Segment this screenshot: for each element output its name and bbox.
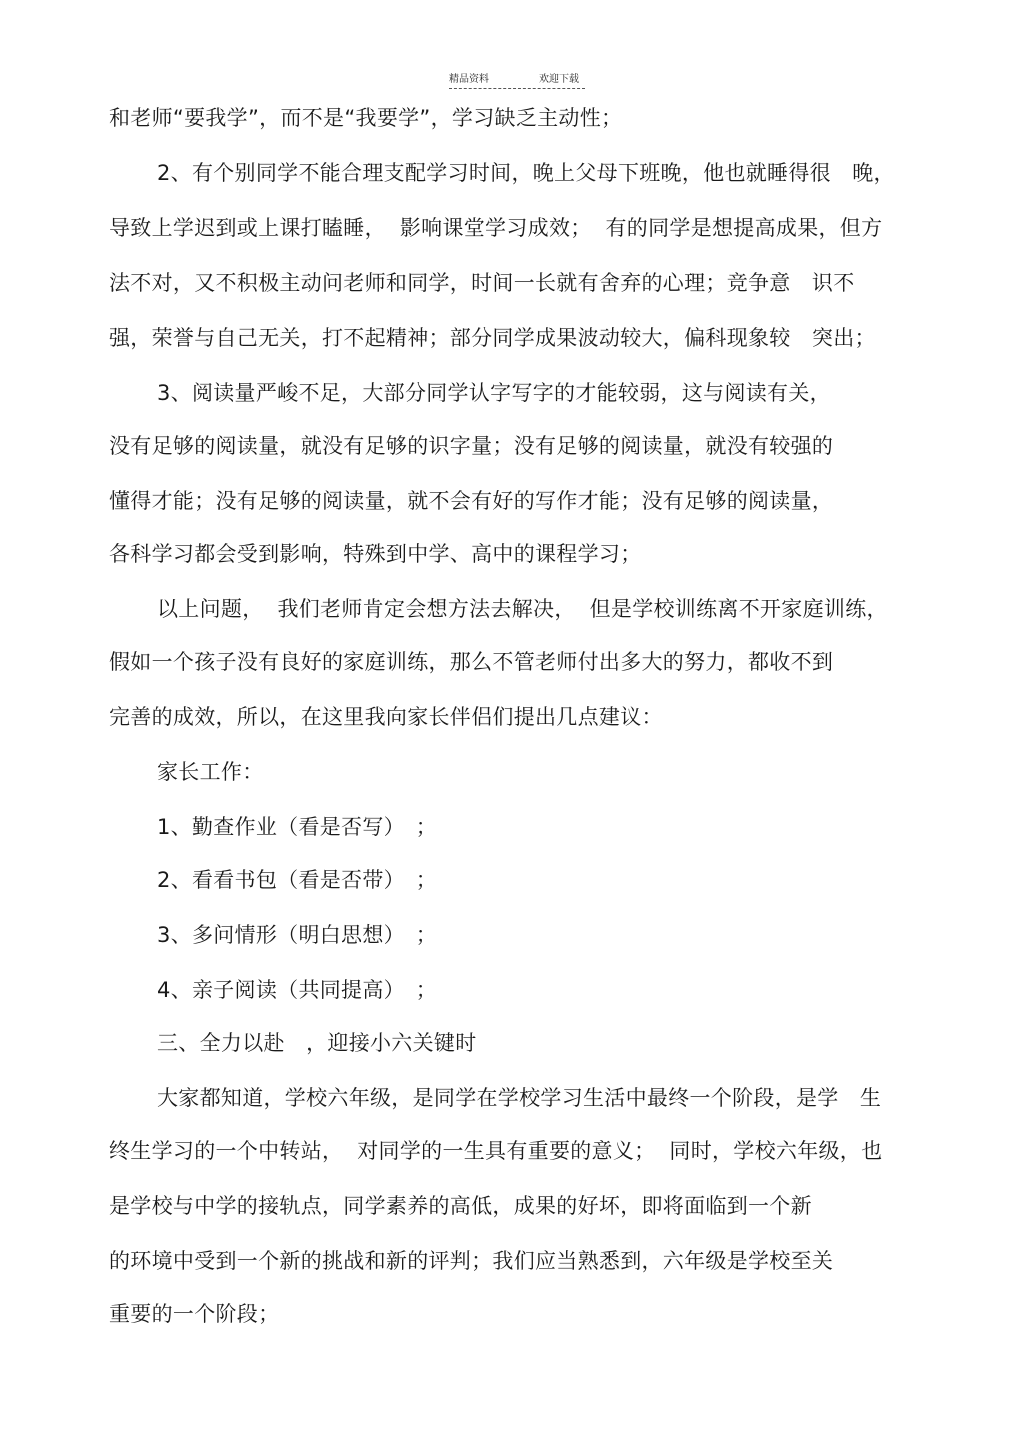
text-line: 终生学习的一个中转站， 对同学的一生具有重要的意义； 同时，学校六年级，也 [109, 1139, 883, 1163]
list-item: 3、多问情形（明白思想） ； [157, 923, 438, 947]
text-line: 各科学习都会受到影响，特殊到中学、高中的课程学习； [109, 542, 642, 566]
section-heading: 三、全力以赴 ，迎接小六关键时 [157, 1031, 477, 1055]
text-line: 大家都知道，学校六年级，是同学在学校学习生活中最终一个阶段，是学 生 [157, 1086, 882, 1110]
list-item: 1、勤查作业（看是否写） ； [157, 815, 438, 839]
text-line: 和老师“要我学”，而不是“我要学”，学习缺乏主动性； [109, 106, 623, 130]
text-line: 导致上学迟到或上课打瞌睡， 影响课堂学习成效； 有的同学是想提高成果，但方 [109, 216, 883, 240]
list-item: 2、看看书包（看是否带） ； [157, 868, 438, 892]
text-line: 的环境中受到一个新的挑战和新的评判；我们应当熟悉到，六年级是学校至关 [109, 1249, 834, 1273]
text-line: 完善的成效，所以，在这里我向家长伴侣们提出几点建议： [109, 705, 663, 729]
text-line: 家长工作： [157, 760, 264, 784]
text-line: 3、阅读量严峻不足，大部分同学认字写字的才能较弱，这与阅读有关， [157, 381, 831, 405]
text-line: 强，荣誉与自己无关，打不起精神；部分同学成果波动较大，偏科现象较 突出； [109, 326, 876, 350]
list-item: 4、亲子阅读（共同提高） ； [157, 978, 438, 1002]
text-line: 是学校与中学的接轨点，同学素养的高低，成果的好坏，即将面临到一个新 [109, 1194, 812, 1218]
text-line: 法不对，又不积极主动问老师和同学，时间一长就有舍弃的心理；竞争意 识不 [109, 271, 855, 295]
text-line: 以上问题， 我们老师肯定会想方法去解决， 但是学校训练离不开家庭训练， [157, 597, 888, 621]
header-divider [449, 88, 585, 89]
header-right-text: 欢迎下载 [539, 74, 579, 85]
page-header [449, 74, 585, 92]
text-line: 重要的一个阶段； [109, 1302, 280, 1326]
header-left-text: 精品资料 [449, 74, 489, 85]
text-line: 假如一个孩子没有良好的家庭训练，那么不管老师付出多大的努力，都收不到 [109, 650, 834, 674]
text-line: 懂得才能；没有足够的阅读量，就不会有好的写作才能；没有足够的阅读量， [109, 489, 834, 513]
text-line: 2、有个别同学不能合理支配学习时间，晚上父母下班晚，他也就睡得很 晚， [157, 161, 895, 185]
text-line: 没有足够的阅读量，就没有足够的识字量；没有足够的阅读量，就没有较强的 [109, 434, 834, 458]
